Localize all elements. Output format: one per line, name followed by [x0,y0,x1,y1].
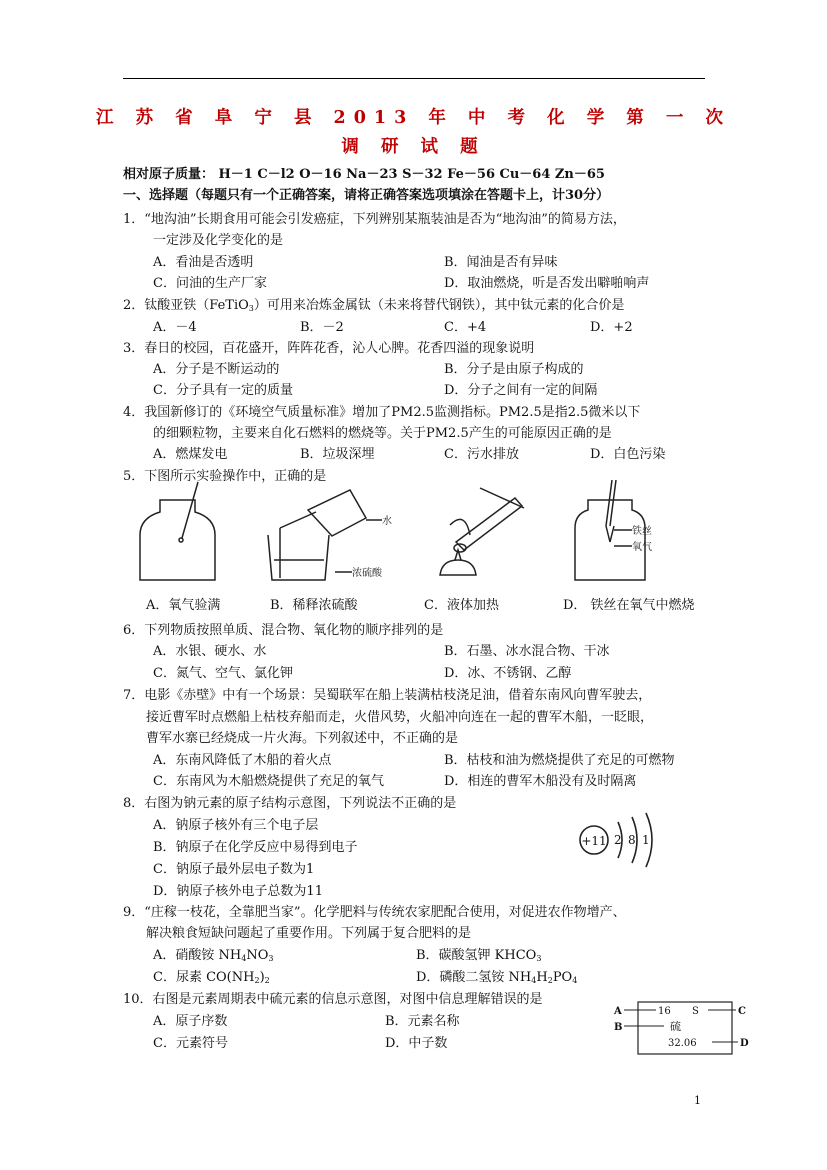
shell2-electrons: 8 [628,833,636,847]
q5-figures [120,480,720,590]
q3-option-d: D．分子之间有一定的间隔 [444,383,598,398]
q6-option-b: B．石墨、冰水混合物、干冰 [444,644,610,659]
q2-option-c: C．+4 [444,320,487,335]
label-a: A [614,1006,622,1017]
q7-option-c: C．东南风为木船燃烧提供了充足的氧气 [153,774,384,789]
q10-stem: 10．右图是元素周期表中硫元素的信息示意图，对图中信息理解错误的是 [123,992,543,1007]
q4-stem: 4．我国新修订的《环境空气质量标准》增加了PM2.5监测指标。PM2.5是指2.5微米以下 [123,405,641,420]
q7-stem-cont2: 曹军水寨已经烧成一片火海。下列叙述中，不正确的是 [146,731,459,746]
q4-option-c: C．污水排放 [444,447,519,462]
q5-option-b: B．稀释浓硫酸 [270,598,358,613]
sulfur-element-card [612,996,760,1056]
q6-stem: 6．下列物质按照单质、混合物、氧化物的顺序排列的是 [123,623,444,638]
q8-option-b: B．钠原子在化学反应中易得到电子 [153,840,358,855]
element-symbol: S [692,1006,699,1017]
q5-option-a: A．氧气验满 [146,598,221,613]
q10-option-b: B．元素名称 [385,1014,460,1029]
q3-option-c: C．分子具有一定的质量 [153,383,293,398]
q8-stem: 8．右图为钠元素的原子结构示意图，下列说法不正确的是 [123,796,457,811]
q1-option-a: A．看油是否透明 [153,255,254,270]
q2-option-d: D．+2 [590,320,633,335]
q7-stem: 7．电影《赤壁》中有一个场景：吴蜀联军在船上装满枯枝浇足油，借着东南风向曹军驶去， [123,688,652,703]
q10-option-d: D．中子数 [385,1036,448,1051]
q7-option-b: B．枯枝和油为燃烧提供了充足的可燃物 [444,753,675,768]
q2-option-b: B．－2 [300,320,344,335]
q4-option-b: B．垃圾深埋 [300,447,375,462]
q10-option-a: A．原子序数 [153,1014,228,1029]
q3-stem: 3．春日的校园，百花盛开，阵阵花香，沁人心脾。花香四溢的现象说明 [123,341,535,356]
q9-stem: 9．“庄稼一枝花，全靠肥当家”。化学肥料与传统农家肥配合使用，对促进农作物增产、 [123,905,626,920]
atomic-mass-line: 相对原子质量： H－1 C－l2 O－16 Na－23 S－32 Fe－56 Cu－64 Zn－65 [123,167,605,182]
q9-option-b: B．碳酸氢钾 $KHCO_3$ [416,948,542,963]
q9-option-a: A．硝酸铵 $NH_4NO_3$ [153,948,274,963]
q1-option-b: B．闻油是否有异味 [444,255,558,270]
q2-option-a: A．－4 [153,320,197,335]
q5-option-d: D． 铁丝在氧气中燃烧 [563,598,695,613]
q5-stem: 5．下图所示实验操作中，正确的是 [123,469,327,484]
q4-option-a: A．燃煤发电 [153,447,228,462]
q1-option-d: D．取油燃烧，听是否发出噼啪响声 [444,276,650,291]
label-d: D [740,1038,749,1049]
element-name: 硫 [670,1020,681,1033]
q6-option-d: D．冰、不锈钢、乙醇 [444,666,572,681]
q4-option-d: D．白色污染 [590,447,666,462]
q7-stem-cont1: 接近曹军时点燃船上枯枝弃船而走，火借风势，火船冲向连在一起的曹军木船，一眨眼， [146,710,654,725]
q7-option-d: D．相连的曹军木船没有及时隔离 [444,774,637,789]
q1-option-c: C．问油的生产厂家 [153,276,267,291]
section-heading: 一、选择题（每题只有一个正确答案，请将正确答案选项填涂在答题卡上，计30分） [123,188,610,203]
q3-option-b: B．分子是由原子构成的 [444,362,584,377]
atomic-number: 16 [658,1006,671,1017]
q8-option-c: C．钠原子最外层电子数为1 [153,862,315,877]
label-c: C [738,1006,746,1017]
q9-stem-cont: 解决粮食短缺问题起了重要作用。下列属于复合肥料的是 [146,926,472,941]
q8-option-a: A．钠原子核外有三个电子层 [153,818,319,833]
q10-option-c: C．元素符号 [153,1036,228,1051]
nucleus-charge: +11 [581,834,607,848]
shell3-electrons: 1 [642,833,650,847]
header-rule [123,78,705,79]
exam-title: 江 苏 省 阜 宁 县 2013 年 中 考 化 学 第 一 次 [95,108,731,128]
shell1-electrons: 2 [614,833,622,847]
q3-option-a: A．分子是不断运动的 [153,362,280,377]
q8-option-d: D．钠原子核外电子总数为11 [153,884,323,899]
label-concentrated-sulfuric-acid: 浓硫酸 [352,568,382,579]
q1-stem-cont: 一定涉及化学变化的是 [153,233,284,248]
q9-option-d: D．磷酸二氢铵 $NH_4H_2PO_4$ [416,970,578,985]
q5-option-c: C．液体加热 [424,598,499,613]
q6-option-a: A．水银、硬水、水 [153,644,267,659]
label-oxygen: 氧气 [632,542,652,553]
q6-option-c: C．氮气、空气、氯化钾 [153,666,293,681]
label-b: B [614,1022,623,1033]
q1-stem: 1．“地沟油”长期食用可能会引发癌症，下列辨别某瓶装油是否为“地沟油”的简易方法， [123,212,626,227]
exam-subtitle: 调 研 试 题 [341,137,486,157]
sodium-atom-diagram [578,812,678,868]
q7-option-a: A．东南风降低了木船的着火点 [153,753,332,768]
label-iron-wire: 铁丝 [632,526,652,537]
q4-stem-cont: 的细颗粒物，主要来自化石燃料的燃烧等。关于PM2.5产生的可能原因正确的是 [153,426,612,441]
page-number: 1 [694,1094,701,1107]
q9-option-c: C．尿素 $CO(NH_2)_2$ [153,970,270,985]
label-water: 水 [382,516,392,527]
atomic-mass: 32.06 [668,1038,697,1049]
q2-stem: 2．钛酸亚铁（FeTiO$_3$）可用来冶炼金属钛（未来将替代钢铁），其中钛元素的化合价是 [123,298,625,313]
